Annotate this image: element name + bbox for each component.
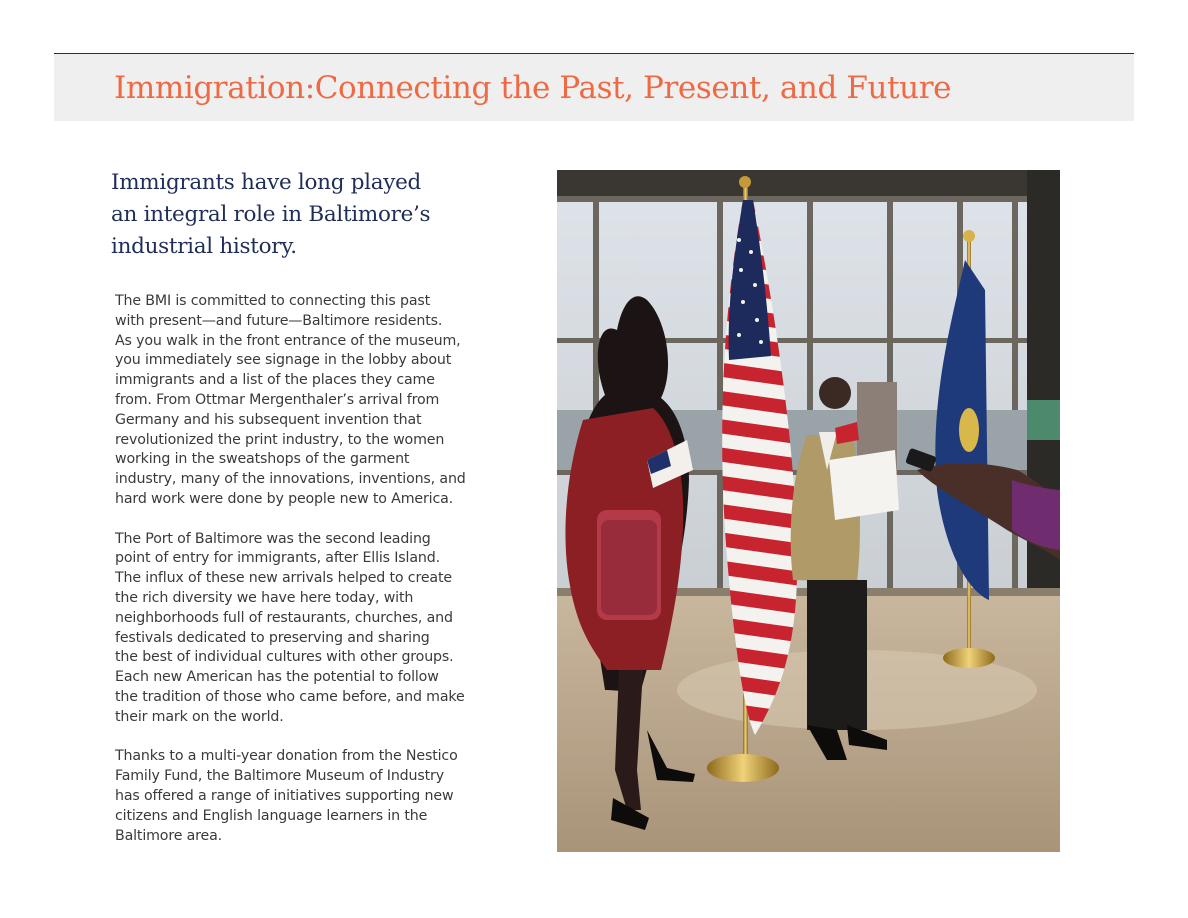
body-line: from. From Ottmar Mergenthaler’s arrival from: [115, 391, 440, 408]
body-line: festivals dedicated to preserving and sharing: [115, 629, 430, 646]
subheading: [111, 167, 501, 263]
body-line: The Port of Baltimore was the second leading: [115, 530, 431, 547]
body-line: Baltimore area.: [115, 827, 223, 844]
photo-illustration: [557, 170, 1060, 852]
body-line: citizens and English language learners in the: [115, 807, 428, 824]
body-line: neighborhoods full of restaurants, churches, and: [115, 609, 453, 626]
body-line: the tradition of those who came before, and make: [115, 688, 465, 705]
body-line: their mark on the world.: [115, 708, 284, 725]
body-line: industry, many of the innovations, inventions, and: [115, 471, 466, 488]
page-title: Immigration:Connecting the Past, Present, and Future: [114, 70, 952, 106]
subheading-line: an integral role in Baltimore’s: [111, 202, 431, 227]
body-line: with present—and future—Baltimore residents.: [115, 312, 443, 329]
body-line: working in the sweatshops of the garment: [115, 451, 410, 468]
subheading-line: Immigrants have long played: [111, 170, 421, 195]
paragraph-bmi-commitment: [115, 292, 515, 510]
title-band: [54, 54, 1134, 121]
body-line: hard work were done by people new to America.: [115, 490, 454, 507]
body-line: Family Fund, the Baltimore Museum of Industry: [115, 768, 444, 785]
body-line: immigrants and a list of the places they came: [115, 372, 435, 389]
body-line: Germany and his subsequent invention that: [115, 411, 422, 428]
paragraph-port-of-baltimore: [115, 530, 515, 728]
body-line: the rich diversity we have here today, with: [115, 589, 414, 606]
body-line: Thanks to a multi-year donation from the Nestico: [115, 748, 458, 765]
body-line: has offered a range of initiatives supporting new: [115, 787, 454, 804]
paragraph-nestico-fund: [115, 747, 515, 846]
body-line: point of entry for immigrants, after Ellis Island.: [115, 550, 440, 567]
body-line: The BMI is committed to connecting this past: [115, 293, 431, 309]
subheading-line: industrial history.: [111, 234, 297, 259]
body-line: As you walk in the front entrance of the museum,: [115, 332, 461, 349]
naturalization-ceremony-photo: [557, 170, 1060, 852]
body-line: The influx of these new arrivals helped to create: [115, 570, 452, 587]
body-line: the best of individual cultures with other groups.: [115, 649, 454, 666]
body-line: Each new American has the potential to follow: [115, 669, 439, 686]
body-line: revolutionized the print industry, to the women: [115, 431, 445, 448]
body-line: you immediately see signage in the lobby about: [115, 352, 452, 369]
body-text: [115, 292, 515, 866]
